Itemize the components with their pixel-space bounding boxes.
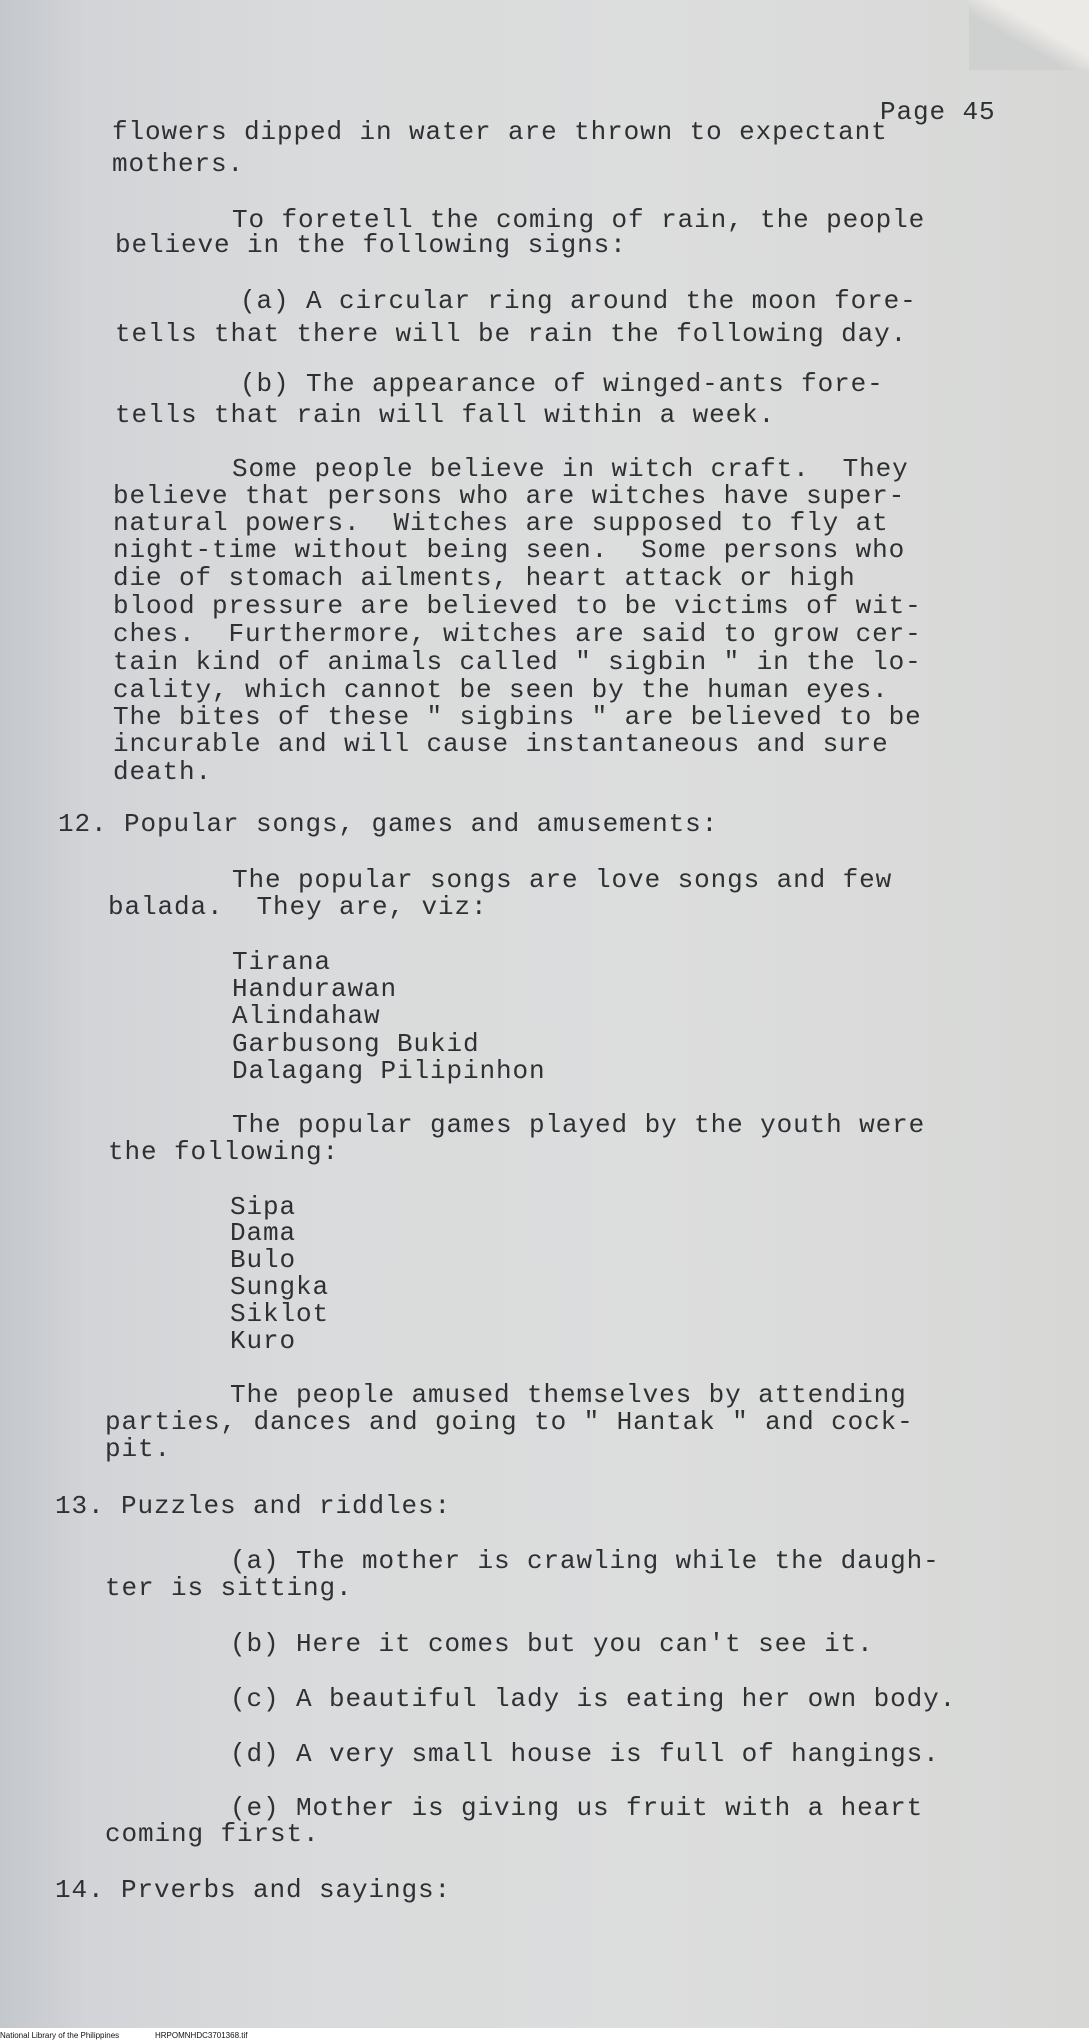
text-line: ches. Furthermore, witches are said to grow cer-: [113, 619, 922, 649]
list-item: Sipa: [230, 1192, 297, 1222]
text-line: The bites of these " sigbins " are believed to be: [113, 702, 922, 732]
text-line: Some people believe in witch craft. They: [232, 454, 909, 484]
text-line: (e) Mother is giving us fruit with a heart: [230, 1793, 924, 1823]
text-line: The people amused themselves by attending: [230, 1380, 907, 1410]
text-line: mothers.: [112, 149, 245, 179]
text-line: believe that persons who are witches have super-: [113, 481, 906, 511]
text-line: (d) A very small house is full of hangings.: [230, 1739, 940, 1769]
footer-filename: HRPOMNHDC3701368.tif: [155, 2031, 248, 2040]
text-line: balada. They are, viz:: [108, 892, 488, 922]
text-line: cality, which cannot be seen by the human eyes.: [113, 675, 889, 705]
section-heading: 13. Puzzles and riddles:: [55, 1491, 452, 1521]
text-line: coming first.: [105, 1819, 320, 1849]
text-line: (a) A circular ring around the moon fore-: [240, 286, 917, 316]
list-item: Kuro: [230, 1326, 297, 1356]
list-item: Siklot: [230, 1299, 330, 1329]
list-item: Dalagang Pilipinhon: [232, 1056, 546, 1086]
text-line: ter is sitting.: [105, 1573, 353, 1603]
page-number: Page 45: [880, 97, 996, 127]
text-line: die of stomach ailments, heart attack or high: [113, 563, 856, 593]
text-line: the following:: [108, 1137, 340, 1167]
section-heading: 12. Popular songs, games and amusements:: [58, 809, 719, 839]
text-line: pit.: [105, 1434, 172, 1464]
text-line: death.: [113, 757, 213, 787]
text-line: incurable and will cause instantaneous and sure: [113, 729, 889, 759]
text-line: flowers dipped in water are thrown to expectant: [112, 117, 888, 147]
text-line: night-time without being seen. Some persons who: [113, 535, 906, 565]
text-line: believe in the following signs:: [115, 230, 627, 260]
text-line: parties, dances and going to " Hantak " and cock-: [105, 1407, 914, 1437]
text-line: tain kind of animals called " sigbin " in the lo-: [113, 647, 922, 677]
text-line: (b) The appearance of winged-ants fore-: [240, 369, 884, 399]
text-line: blood pressure are believed to be victims of wit-: [113, 591, 922, 621]
section-heading: 14. Prverbs and sayings:: [55, 1875, 452, 1905]
text-line: (c) A beautiful lady is eating her own body.: [230, 1684, 957, 1714]
list-item: Sungka: [230, 1272, 330, 1302]
list-item: Alindahaw: [232, 1001, 381, 1031]
text-line: tells that rain will fall within a week.: [115, 400, 776, 430]
text-line: The popular games played by the youth were: [232, 1110, 926, 1140]
text-line: To foretell the coming of rain, the people: [232, 205, 926, 235]
text-line: natural powers. Witches are supposed to fly at: [113, 508, 889, 538]
list-item: Tirana: [232, 947, 332, 977]
text-line: tells that there will be rain the following day.: [115, 319, 908, 349]
text-line: (b) Here it comes but you can't see it.: [230, 1629, 874, 1659]
list-item: Bulo: [230, 1245, 297, 1275]
list-item: Dama: [230, 1218, 297, 1248]
text-line: The popular songs are love songs and few: [232, 865, 893, 895]
footer-library: National Library of the Philippines: [0, 2031, 120, 2040]
page-corner: [969, 0, 1089, 70]
text-line: (a) The mother is crawling while the daugh-: [230, 1546, 940, 1576]
list-item: Garbusong Bukid: [232, 1029, 480, 1059]
scan-footer: [0, 2028, 1089, 2043]
list-item: Handurawan: [232, 974, 398, 1004]
